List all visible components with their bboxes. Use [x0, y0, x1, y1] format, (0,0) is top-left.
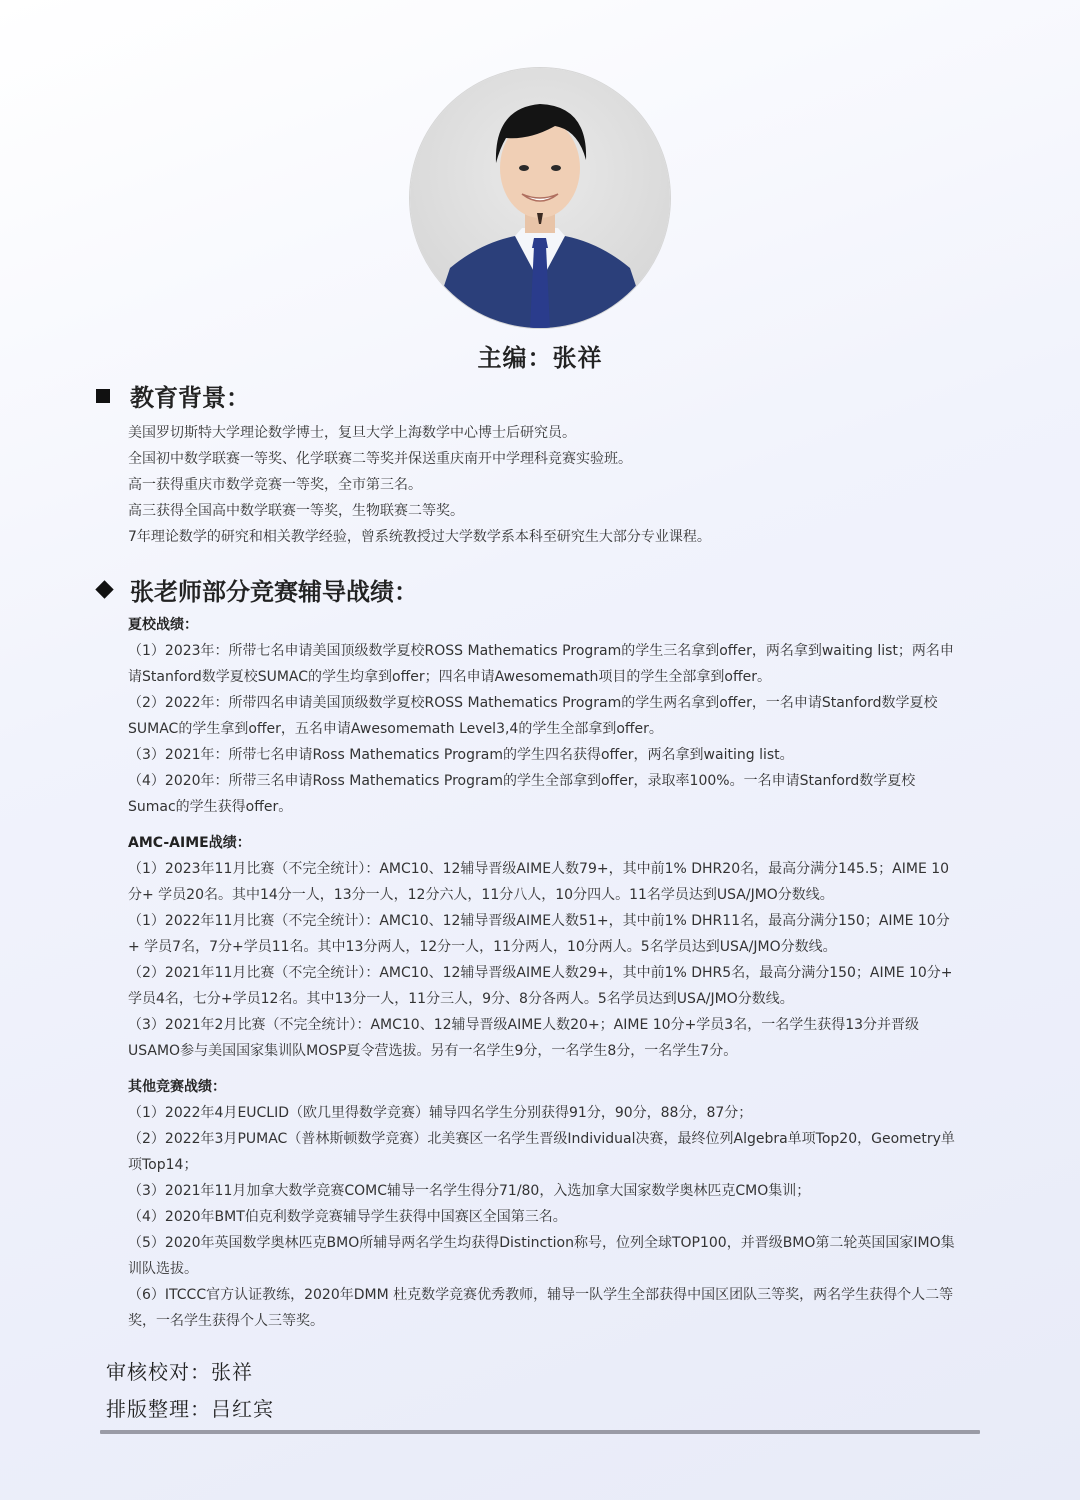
other-competition-heading: 其他竞赛战绩：: [128, 1079, 226, 1095]
avatar: [410, 68, 670, 328]
layout-credit: 排版整理：吕红宾: [106, 1397, 274, 1421]
other-competition-item: （1）2022年4月EUCLID（欧几里得数学竞赛）辅导四名学生分别获得91分，90分，88分，87分；: [128, 1105, 753, 1121]
portrait-image: [410, 68, 670, 328]
education-line: 全国初中数学联赛一等奖、化学联赛二等奖并保送重庆南开中学理科竞赛实验班。: [128, 451, 632, 467]
competition-title: 张老师部分竞赛辅导战绩：: [130, 578, 418, 606]
education-list: [128, 420, 988, 550]
other-competition-item: （4）2020年BMT伯克利数学竞赛辅导学生获得中国赛区全国第三名。: [128, 1209, 567, 1225]
summer-school-heading: 夏校战绩：: [128, 617, 198, 633]
summer-school-item: （2）2022年：所带四名申请美国顶级数学夏校ROSS Mathematics Program的学生两名拿到offer，一名申请Stanford数学夏校SUMAC的学生拿到offer，五名申请Awesomemath Level3,4的学生全部拿到offer。: [128, 695, 938, 737]
summer-school-item: （1）2023年：所带七名申请美国顶级数学夏校ROSS Mathematics Program的学生三名拿到offer，两名拿到waiting list；两名申请Stanford数学夏校SUMAC的学生均拿到offer；四名申请Awesomemath项目的学生全部拿到offer。: [128, 643, 954, 685]
other-competition-item: （2）2022年3月PUMAC（普林斯顿数学竞赛）北美赛区一名学生晋级Individual决赛，最终位列Algebra单项Top20，Geometry单项Top14；: [128, 1131, 955, 1173]
summer-school-item: （4）2020年：所带三名申请Ross Mathematics Program的学生全部拿到offer，录取率100%。一名申请Stanford数学夏校Sumac的学生获得offer。: [128, 773, 916, 815]
other-competition-item: （3）2021年11月加拿大数学竞赛COMC辅导一名学生得分71/80，入选加拿大国家数学奥林匹克CMO集训；: [128, 1183, 811, 1199]
other-competition-item: （5）2020年英国数学奥林匹克BMO所辅导两名学生均获得Distinction称号，位列全球TOP100，并晋级BMO第二轮英国国家IMO集训队选拔。: [128, 1235, 955, 1277]
square-bullet-icon: [96, 389, 122, 403]
education-heading: [96, 378, 250, 413]
reviewer-credit: 审核校对：张祥: [106, 1360, 253, 1384]
education-line: 高一获得重庆市数学竞赛一等奖，全市第三名。: [128, 477, 422, 493]
amc-aime-item: （2）2021年11月比赛（不完全统计）：AMC10、12辅导晋级AIME人数29+，其中前1% DHR5名，最高分满分150；AIME 10分+ 学员4名，七分+学员12名。其中13分一人，11分三人，9分、8分各两人。5名学员达到USA/JMO分数线。: [128, 965, 953, 1007]
other-competition-item: （6）ITCCC官方认证教练，2020年DMM 杜克数学竞赛优秀教师，辅导一队学生全部获得中国区团队三等奖，两名学生获得个人二等奖，一名学生获得个人三等奖。: [128, 1287, 954, 1329]
amc-aime-item: （1）2023年11月比赛（不完全统计）：AMC10、12辅导晋级AIME人数79+，其中前1% DHR20名，最高分满分145.5；AIME 10分+ 学员20名。其中14分一人，13分一人，12分六人，11分八人，10分四人。11名学员达到USA/JMO分数线。: [128, 861, 950, 903]
diamond-bullet-icon: [96, 583, 122, 596]
summer-school-item: （3）2021年：所带七名申请Ross Mathematics Program的学生四名获得offer，两名拿到waiting list。: [128, 747, 794, 763]
education-line: 高三获得全国高中数学联赛一等奖，生物联赛二等奖。: [128, 503, 464, 519]
amc-aime-heading: AMC-AIME战绩：: [128, 835, 251, 851]
education-line: 美国罗切斯特大学理论数学博士，复旦大学上海数学中心博士后研究员。: [128, 425, 576, 441]
education-title: 教育背景：: [130, 384, 250, 412]
amc-aime-item: （3）2021年2月比赛（不完全统计）：AMC10、12辅导晋级AIME人数20+；AIME 10分+学员3名，一名学生获得13分并晋级USAMO参与美国国家集训队MOSP夏令营选拔。另有一名学生9分，一名学生8分，一名学生7分。: [128, 1017, 920, 1059]
education-line: 7年理论数学的研究和相关教学经验，曾系统教授过大学数学系本科至研究生大部分专业课程。: [128, 529, 711, 545]
editor-line: 主编：张祥: [477, 344, 603, 372]
amc-aime-item: （1）2022年11月比赛（不完全统计）：AMC10、12辅导晋级AIME人数51+，其中前1% DHR11名，最高分满分150；AIME 10分+ 学员7名，7分+学员11名。其中13分两人，12分一人，11分两人，10分两人。5名学员达到USA/JMO分数线。: [128, 913, 950, 955]
competition-body: [128, 612, 958, 1334]
competition-heading: [96, 572, 418, 607]
footer-divider: [100, 1430, 980, 1434]
